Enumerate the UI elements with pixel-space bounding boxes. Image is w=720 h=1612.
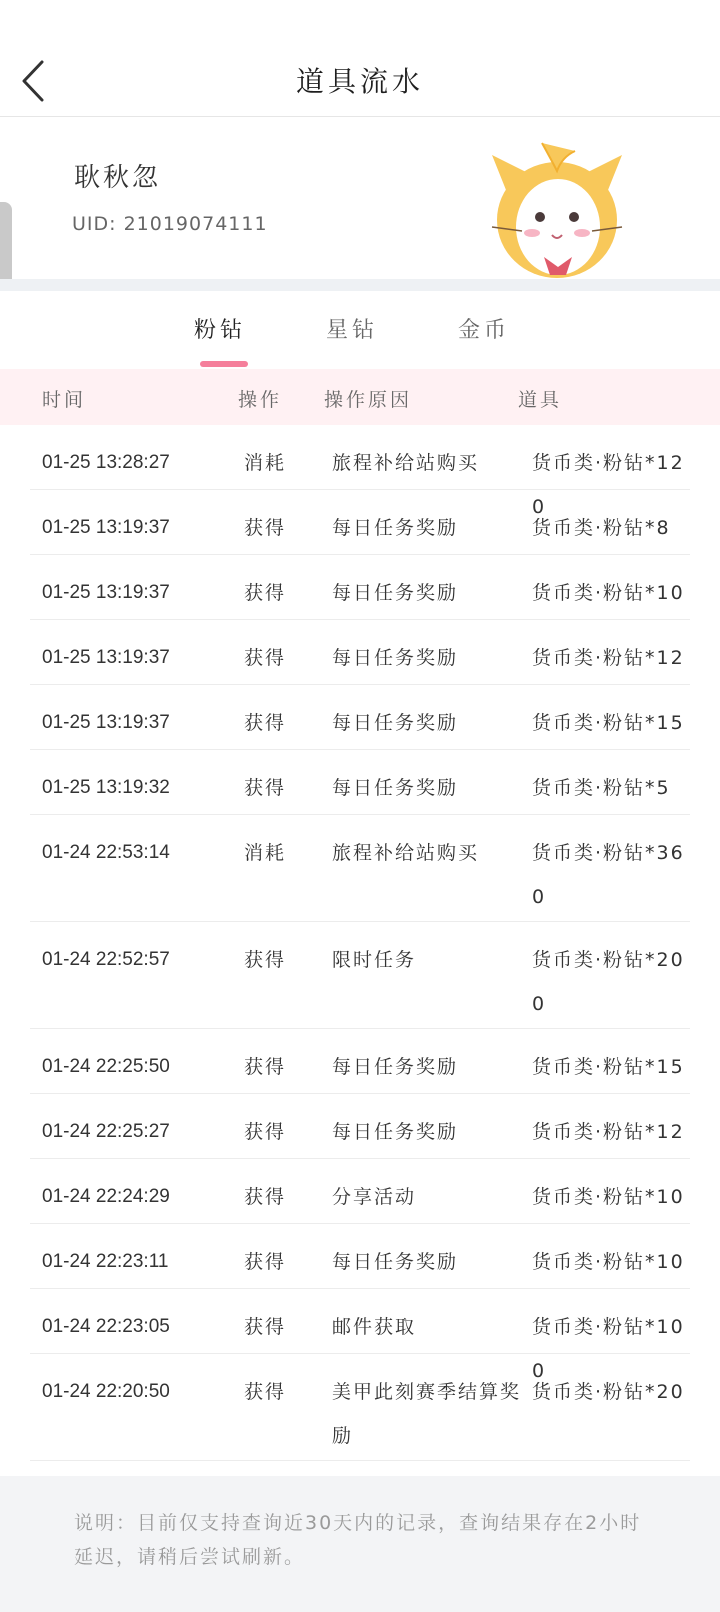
row-reason: 旅程补给站购买 (332, 452, 480, 474)
row-time: 01-24 22:25:50 (42, 1056, 170, 1077)
row-reason: 分享活动 (332, 1186, 417, 1208)
table-row (30, 620, 690, 685)
row-item: 货币类·粉钻*200 (532, 949, 685, 1015)
column-header-operation: 操作 (238, 389, 283, 411)
top-navigation-bar (0, 0, 720, 117)
row-reason: 每日任务奖励 (332, 582, 459, 604)
row-reason: 每日任务奖励 (332, 517, 459, 539)
row-item: 货币类·粉钻*15 (532, 712, 685, 734)
table-header (0, 369, 720, 425)
notice-text: 说明：目前仅支持查询近30天内的记录，查询结果存在2小时延迟，请稍后尝试刷新。 (74, 1512, 642, 1568)
row-reason: 每日任务奖励 (332, 647, 459, 669)
row-time: 01-24 22:23:11 (42, 1251, 169, 1272)
row-operation: 获得 (244, 1056, 287, 1078)
column-header-time: 时间 (42, 389, 87, 411)
row-time: 01-25 13:28:27 (42, 452, 170, 473)
row-operation: 消耗 (244, 842, 287, 864)
user-name: 耿秋忽 (74, 163, 162, 193)
row-operation: 获得 (244, 1186, 287, 1208)
cat-mascot-icon (482, 135, 632, 285)
row-operation: 消耗 (244, 452, 287, 474)
row-operation: 获得 (244, 1316, 287, 1338)
column-header-item: 道具 (518, 389, 563, 411)
row-time: 01-25 13:19:32 (42, 777, 170, 798)
row-time: 01-25 13:19:37 (42, 517, 170, 538)
table-row (30, 922, 690, 1029)
table-row (30, 1159, 690, 1224)
page-title: 道具流水 (295, 65, 424, 98)
table-row (30, 815, 690, 922)
row-time: 01-24 22:20:50 (42, 1381, 170, 1402)
table-row (30, 750, 690, 815)
row-operation: 获得 (244, 1251, 287, 1273)
row-item: 货币类·粉钻*120 (532, 452, 685, 518)
table-row (30, 555, 690, 620)
row-reason: 限时任务 (332, 949, 417, 971)
row-reason: 每日任务奖励 (332, 1251, 459, 1273)
row-item: 货币类·粉钻*360 (532, 842, 685, 908)
table-row (30, 1224, 690, 1289)
row-operation: 获得 (244, 712, 287, 734)
currency-tab-bar (0, 291, 720, 369)
table-row (30, 1354, 690, 1461)
row-item: 货币类·粉钻*8 (532, 517, 671, 539)
row-reason: 每日任务奖励 (332, 777, 459, 799)
row-time: 01-24 22:23:05 (42, 1316, 170, 1337)
active-tab-indicator (200, 361, 248, 367)
table-row (30, 490, 690, 555)
section-divider (0, 279, 720, 291)
row-reason: 每日任务奖励 (332, 1056, 459, 1078)
row-reason: 旅程补给站购买 (332, 842, 480, 864)
row-item: 货币类·粉钻*20 (532, 1381, 685, 1403)
row-operation: 获得 (244, 949, 287, 971)
tab-pink-diamond[interactable]: 粉钻 (194, 318, 247, 343)
row-item: 货币类·粉钻*15 (532, 1056, 685, 1078)
row-item: 货币类·粉钻*5 (532, 777, 671, 799)
row-reason: 邮件获取 (332, 1316, 417, 1338)
row-time: 01-24 22:52:57 (42, 949, 170, 970)
row-reason: 每日任务奖励 (332, 712, 459, 734)
tab-gold-coin[interactable]: 金币 (458, 318, 511, 343)
transaction-list (0, 425, 720, 1461)
table-row (30, 685, 690, 750)
row-reason: 美甲此刻赛季结算奖励 (332, 1381, 522, 1447)
table-row (30, 1029, 690, 1094)
row-time: 01-25 13:19:37 (42, 647, 170, 668)
row-item: 货币类·粉钻*100 (532, 1316, 685, 1382)
row-operation: 获得 (244, 517, 287, 539)
row-operation: 获得 (244, 582, 287, 604)
row-time: 01-24 22:25:27 (42, 1121, 170, 1142)
row-time: 01-25 13:19:37 (42, 712, 170, 733)
table-row (30, 1094, 690, 1159)
table-row (30, 1289, 690, 1382)
tab-star-diamond[interactable]: 星钻 (326, 318, 379, 343)
row-reason: 每日任务奖励 (332, 1121, 459, 1143)
row-time: 01-24 22:53:14 (42, 842, 170, 863)
row-time: 01-25 13:19:37 (42, 582, 170, 603)
row-operation: 获得 (244, 1381, 287, 1403)
row-item: 货币类·粉钻*12 (532, 647, 685, 669)
row-item: 货币类·粉钻*10 (532, 582, 685, 604)
table-row (30, 425, 690, 518)
row-time: 01-24 22:24:29 (42, 1186, 170, 1207)
row-operation: 获得 (244, 1121, 287, 1143)
user-uid: UID: 21019074111 (72, 213, 268, 235)
row-operation: 获得 (244, 777, 287, 799)
notice-panel (0, 1476, 720, 1612)
row-item: 货币类·粉钻*10 (532, 1186, 685, 1208)
row-item: 货币类·粉钻*10 (532, 1251, 685, 1273)
row-operation: 获得 (244, 647, 287, 669)
profile-card (0, 117, 720, 279)
row-item: 货币类·粉钻*12 (532, 1121, 685, 1143)
column-header-reason: 操作原因 (324, 389, 413, 411)
